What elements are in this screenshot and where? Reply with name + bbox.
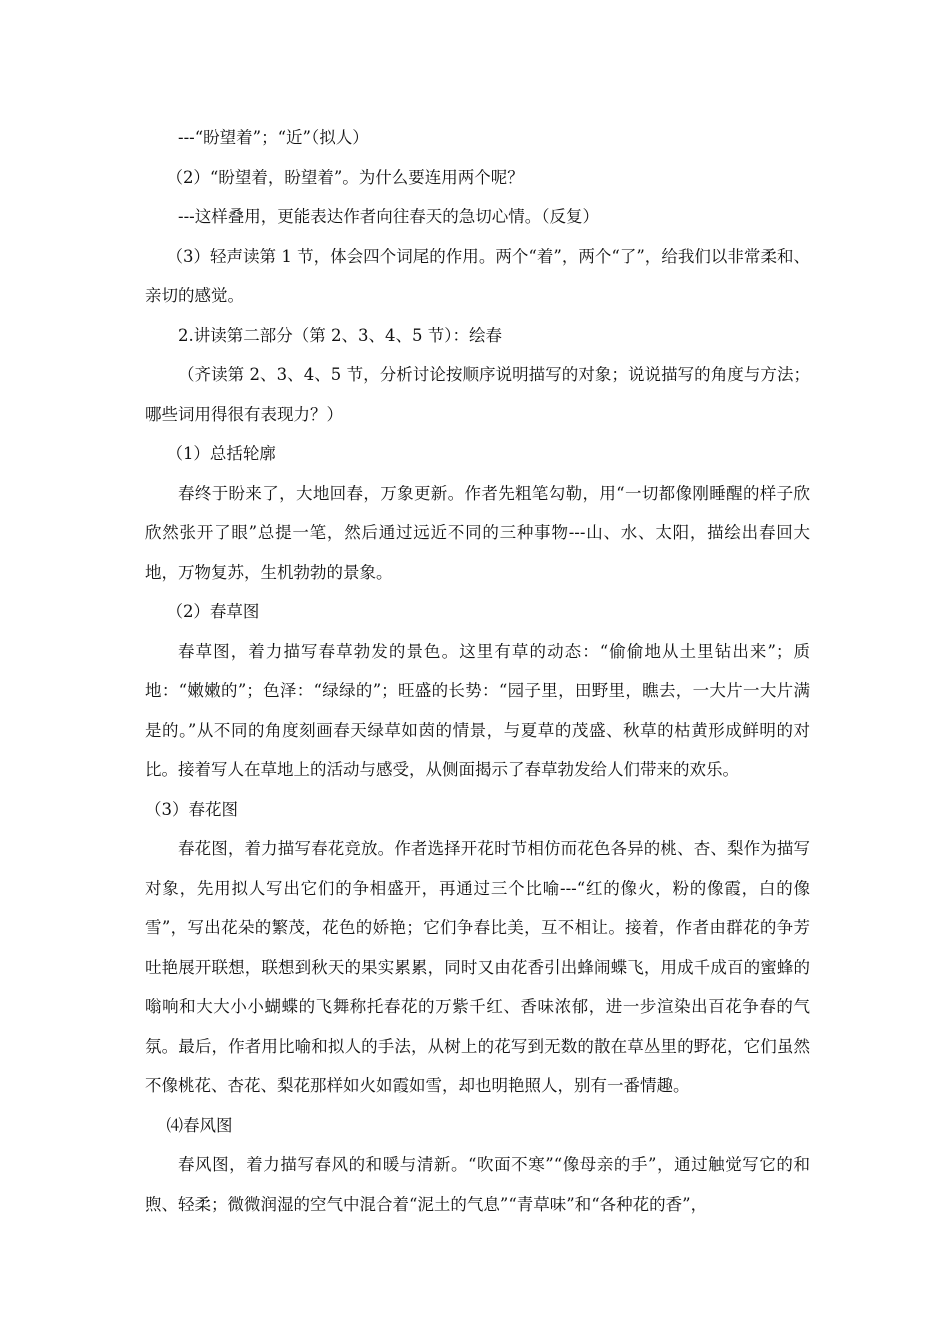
paragraph-12: 春花图，着力描写春花竞放。作者选择开花时节相仿而花色各异的桃、杏、梨作为描写对象，先用拟人写出它们的争相盛开，再通过三个比喻---“红的像火，粉的像霞，白的像雪”，写出花朵的繁茂，花色的娇艳；它们争春比美，互不相让。接着，作者由群花的争芳吐艳展开联想，联想到秋天的果实累累，同时又由花香引出蜂闹蝶飞，用成千成百的蜜蜂的嗡响和大大小小蝴蝶的飞舞称托春花的万紫千红、香味浓郁，进一步渲染出百花争春的气氛。最后，作者用比喻和拟人的手法，从树上的花写到无数的散在草丛里的野花，它们虽然不像桃花、杏花、梨花那样如火如霞如雪，却也明艳照人，别有一番情趣。 (145, 839, 810, 1095)
paragraph-8: 春终于盼来了，大地回春，万象更新。作者先粗笔勾勒，用“一切都像刚睡醒的样子欣欣然张开了眼”总提一笔，然后通过远近不同的三种事物---山、水、太阳，描绘出春回大地，万物复苏，生机勃勃的景象。 (145, 483, 810, 582)
paragraph-9: （2）春草图 (166, 602, 260, 621)
paragraph-3: ---这样叠用，更能表达作者向往春天的急切心情。（反复） (178, 207, 599, 226)
paragraph-10: 春草图，着力描写春草勃发的景色。这里有草的动态：“偷偷地从土里钻出来”；质地：“嫩嫩的”；色泽：“绿绿的”；旺盛的长势：“园子里，田野里，瞧去，一大片一大片满是的。”从不同的角度刻画春天绿草如茵的情景，与夏草的茂盛、秋草的枯黄形成鲜明的对比。接着写人在草地上的活动与感受，从侧面揭示了春草勃发给人们带来的欢乐。 (145, 641, 810, 779)
paragraph-14: 春风图，着力描写春风的和暖与清新。“吹面不寒”“像母亲的手”，通过触觉写它的和煦、轻柔；微微润湿的空气中混合着“泥土的气息”“青草味”和“各种花的香”， (145, 1155, 810, 1214)
paragraph-2: （2）“盼望着，盼望着”。为什么要连用两个呢？ (166, 167, 524, 187)
document-body (145, 118, 810, 1224)
paragraph-4: （3）轻声读第 1 节，体会四个词尾的作用。两个“着”，两个“了”，给我们以非常柔和、亲切的感觉。 (145, 246, 810, 305)
paragraph-7: （1）总括轮廓 (166, 444, 276, 463)
paragraph-13: ⑷春风图 (166, 1115, 233, 1135)
paragraph-5: 2.讲读第二部分（第 2、3、4、5 节）：绘春 (178, 325, 502, 345)
paragraph-11: （3）春花图 (145, 799, 238, 819)
paragraph-1: ---“盼望着”；“近”（拟人） (178, 128, 369, 147)
paragraph-6: （齐读第 2、3、4、5 节，分析讨论按顺序说明描写的对象；说说描写的角度与方法；哪些词用得很有表现力？） (145, 365, 810, 424)
